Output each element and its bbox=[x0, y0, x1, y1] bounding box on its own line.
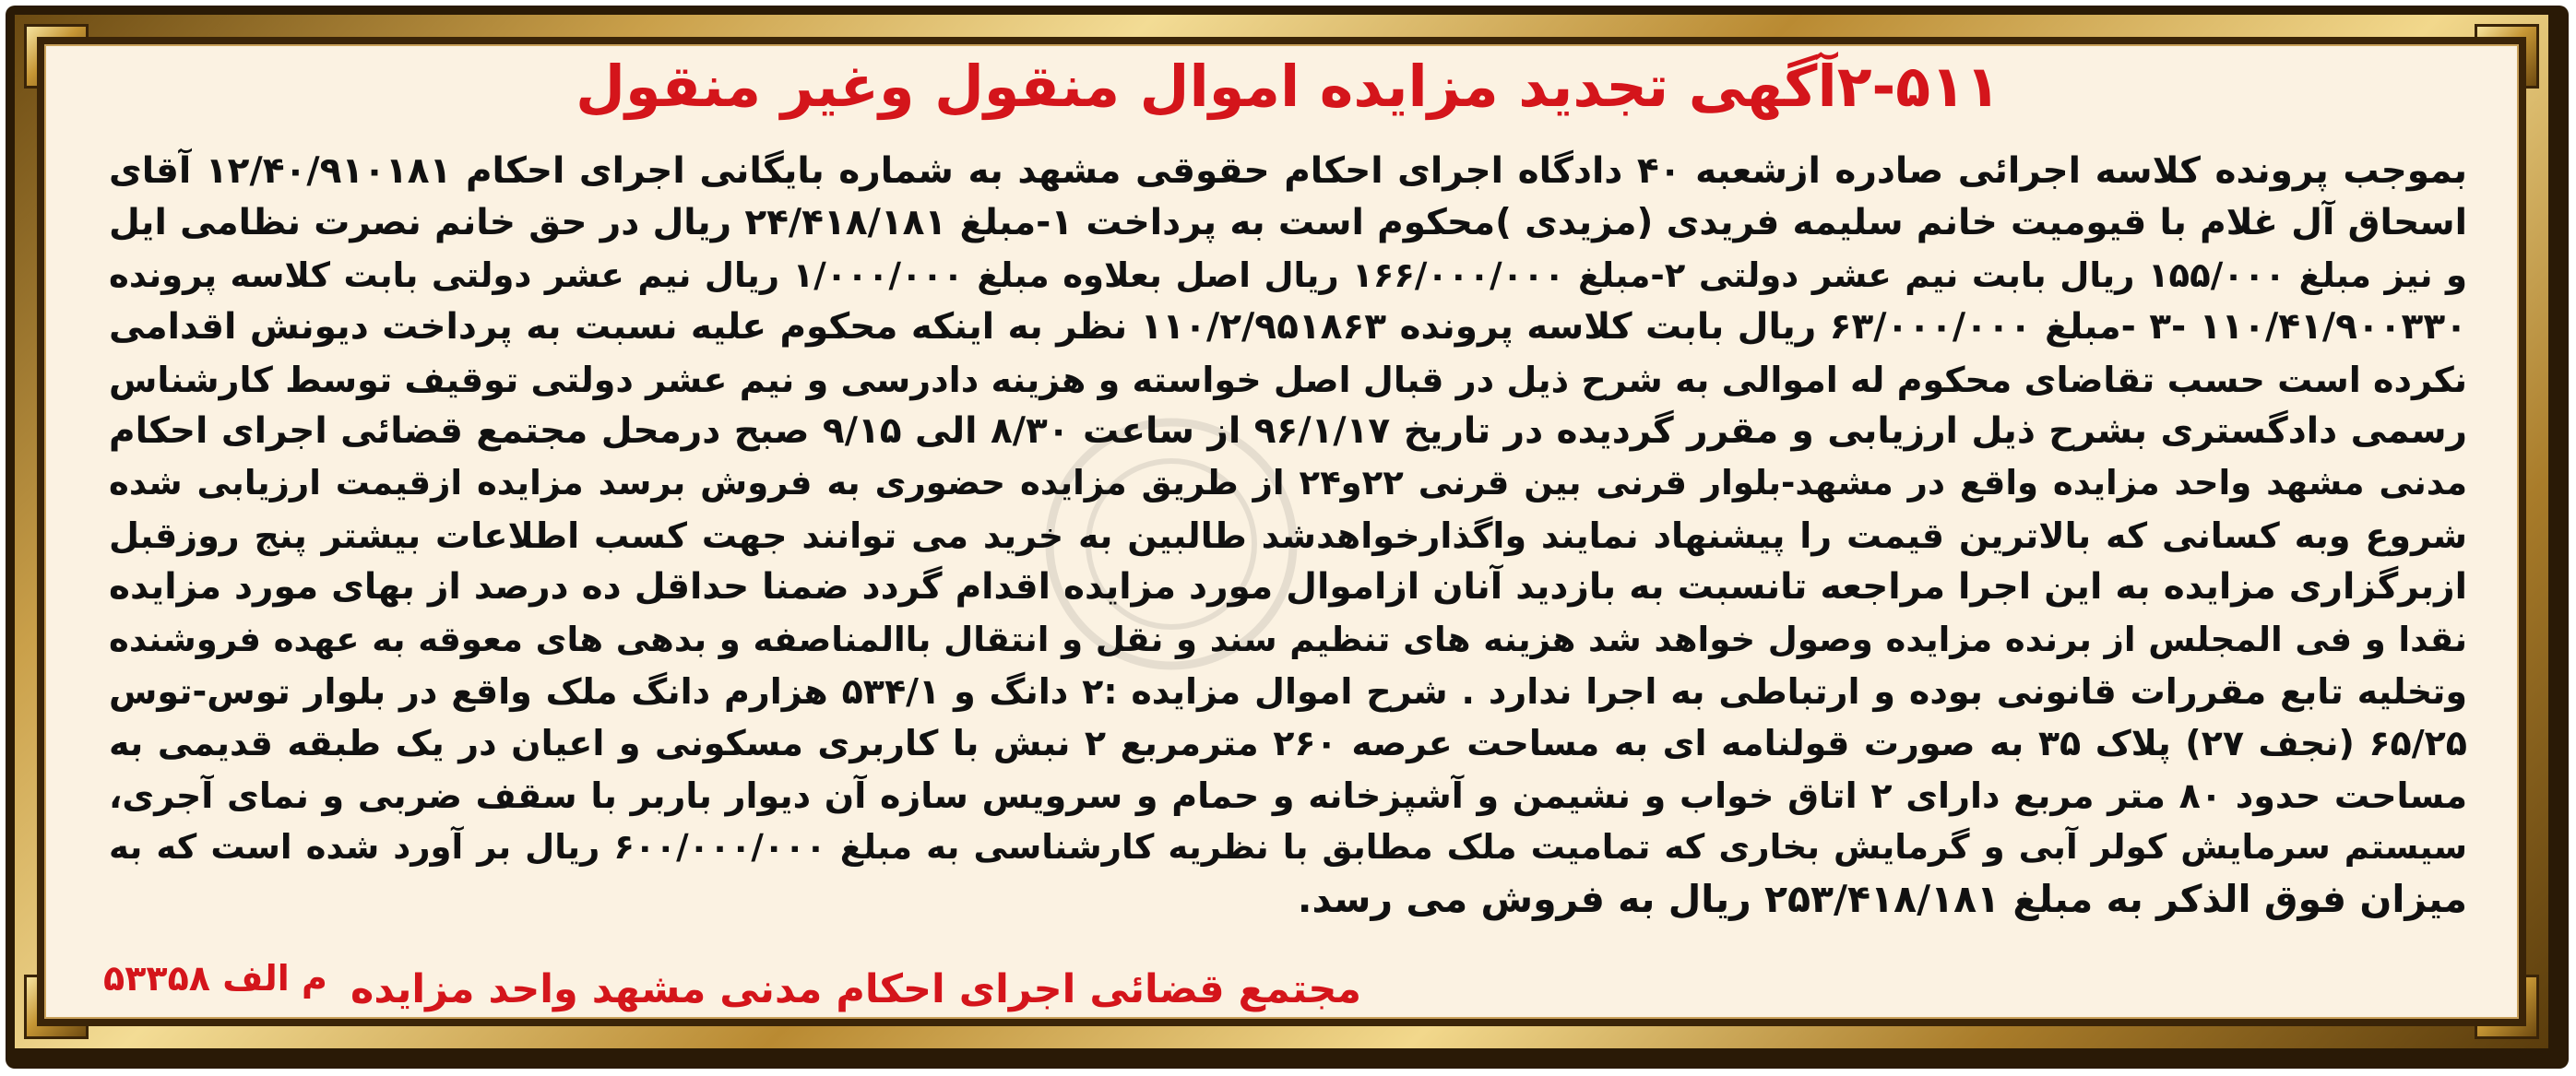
notice-title: ۲-۵۱۱آگهی تجدید مزایده اموال منقول وغیر منقول bbox=[576, 53, 2000, 120]
notice-line: بموجب پرونده کلاسه اجرائی صادره ازشعبه ۴۰ دادگاه اجرای احکام حقوقی مشهد به شماره بایگانی اجرای احکام ۱۲/۴۰/۹۱۰۱۸۱ آقای bbox=[109, 150, 2467, 192]
notice-line: اسحاق آل غلام با قیومیت خانم سلیمه فریدی (مزیدی )محکوم است به پرداخت ۱-مبلغ ۲۴/۴۱۸/۱۸۱ ریال در حق خانم نصرت نظامی ایل bbox=[109, 202, 2467, 244]
notice-body bbox=[109, 146, 2467, 926]
notice-line: نقدا و فی المجلس از برنده مزایده وصول خواهد شد هزینه های تنظیم سند و نقل و انتقال باالمناصفه و بدهی های معوقه به عهده فروشنده bbox=[109, 619, 2467, 659]
notice-line: ۱۱۰/۴۱/۹۰۰۳۳۰ -۳ -مبلغ ۶۳/۰۰۰/۰۰۰ ریال بابت کلاسه پرونده ۱۱۰/۲/۹۵۱۸۶۳ نظر به اینکه محکوم علیه نسبت به پرداخت دیونش اقدامی bbox=[109, 306, 2467, 349]
notice-line: نکرده است حسب تقاضای محکوم له اموالی به شرح ذیل در قبال اصل خواسته و هزینه دادرسی و نیم عشر دولتی توقیف توسط کارشناس bbox=[109, 359, 2467, 400]
notice-line: شروع وبه کسانی که بالاترین قیمت را پیشنهاد نمایند واگذارخواهدشد طالبین به خرید می توانند جهت کسب اطلاعات بیشتر پنج روزقبل bbox=[109, 514, 2467, 556]
notice-line: مدنی مشهد واحد مزایده واقع در مشهد-بلوار قرنی بین قرنی ۲۲و۲۴ از طریق مزایده حضوری به فروش برسد مزایده ازقیمت ارزیابی شده bbox=[109, 463, 2467, 503]
notice-line: میزان فوق الذکر به مبلغ ۲۵۳/۴۱۸/۱۸۱ ریال به فروش می رسد. bbox=[1297, 877, 2467, 922]
notice-line: ۶۵/۲۵ (نجف ۲۷) پلاک ۳۵ به صورت قولنامه ای به مساحت عرصه ۲۶۰ مترمربع ۲ نبش با کاربری مسکونی و اعیان در یک طبقه قدیمی به bbox=[109, 723, 2467, 764]
issuer-signature: مجتمع قضائی اجرای احکام مدنی مشهد واحد مزایده bbox=[350, 966, 1361, 1012]
notice-line: سیستم سرمایش کولر آبی و گرمایش بخاری که تمامیت ملک مطابق با نظریه کارشناسی به مبلغ ۶۰۰/۰۰۰/۰۰۰ ریال بر آورد شده است که به bbox=[109, 827, 2467, 868]
notice-line: و نیز مبلغ ۱۵۵/۰۰۰ ریال بابت نیم عشر دولتی ۲-مبلغ ۱۶۶/۰۰۰/۰۰۰ ریال اصل بعلاوه مبلغ ۱/۰۰۰/۰۰۰ ریال نیم عشر دولتی بابت کلاسه پرونده bbox=[109, 254, 2467, 295]
notice-code: م الف ۵۳۳۵۸ bbox=[103, 958, 327, 999]
notice-line: ازبرگزاری مزایده به این اجرا مراجعه تانسبت به بازدید آنان ازاموال مورد مزایده اقدام گردد ضمنا حداقل ده درصد از بهای مورد مزایده bbox=[109, 566, 2467, 609]
notice-line: مساحت حدود ۸۰ متر مربع دارای ۲ اتاق خواب و نشیمن و آشپزخانه و حمام و سرویس سازه آن دیوار باربر با سقف ضربی و نمای آجری، bbox=[109, 774, 2467, 816]
notice-line: رسمی دادگستری بشرح ذیل ارزیابی و مقرر گردیده در تاریخ ۹۶/۱/۱۷ از ساعت ۸/۳۰ الی ۹/۱۵ صبح درمحل مجتمع قضائی اجرای احکام bbox=[109, 409, 2467, 452]
notice-line: وتخلیه تابع مقررات قانونی بوده و ارتباطی به اجرا ندارد . شرح اموال مزایده :۲ دانگ و ۵۳۴/۱ هزارم دانگ ملک واقع در بلوار توس-توس bbox=[109, 670, 2468, 712]
